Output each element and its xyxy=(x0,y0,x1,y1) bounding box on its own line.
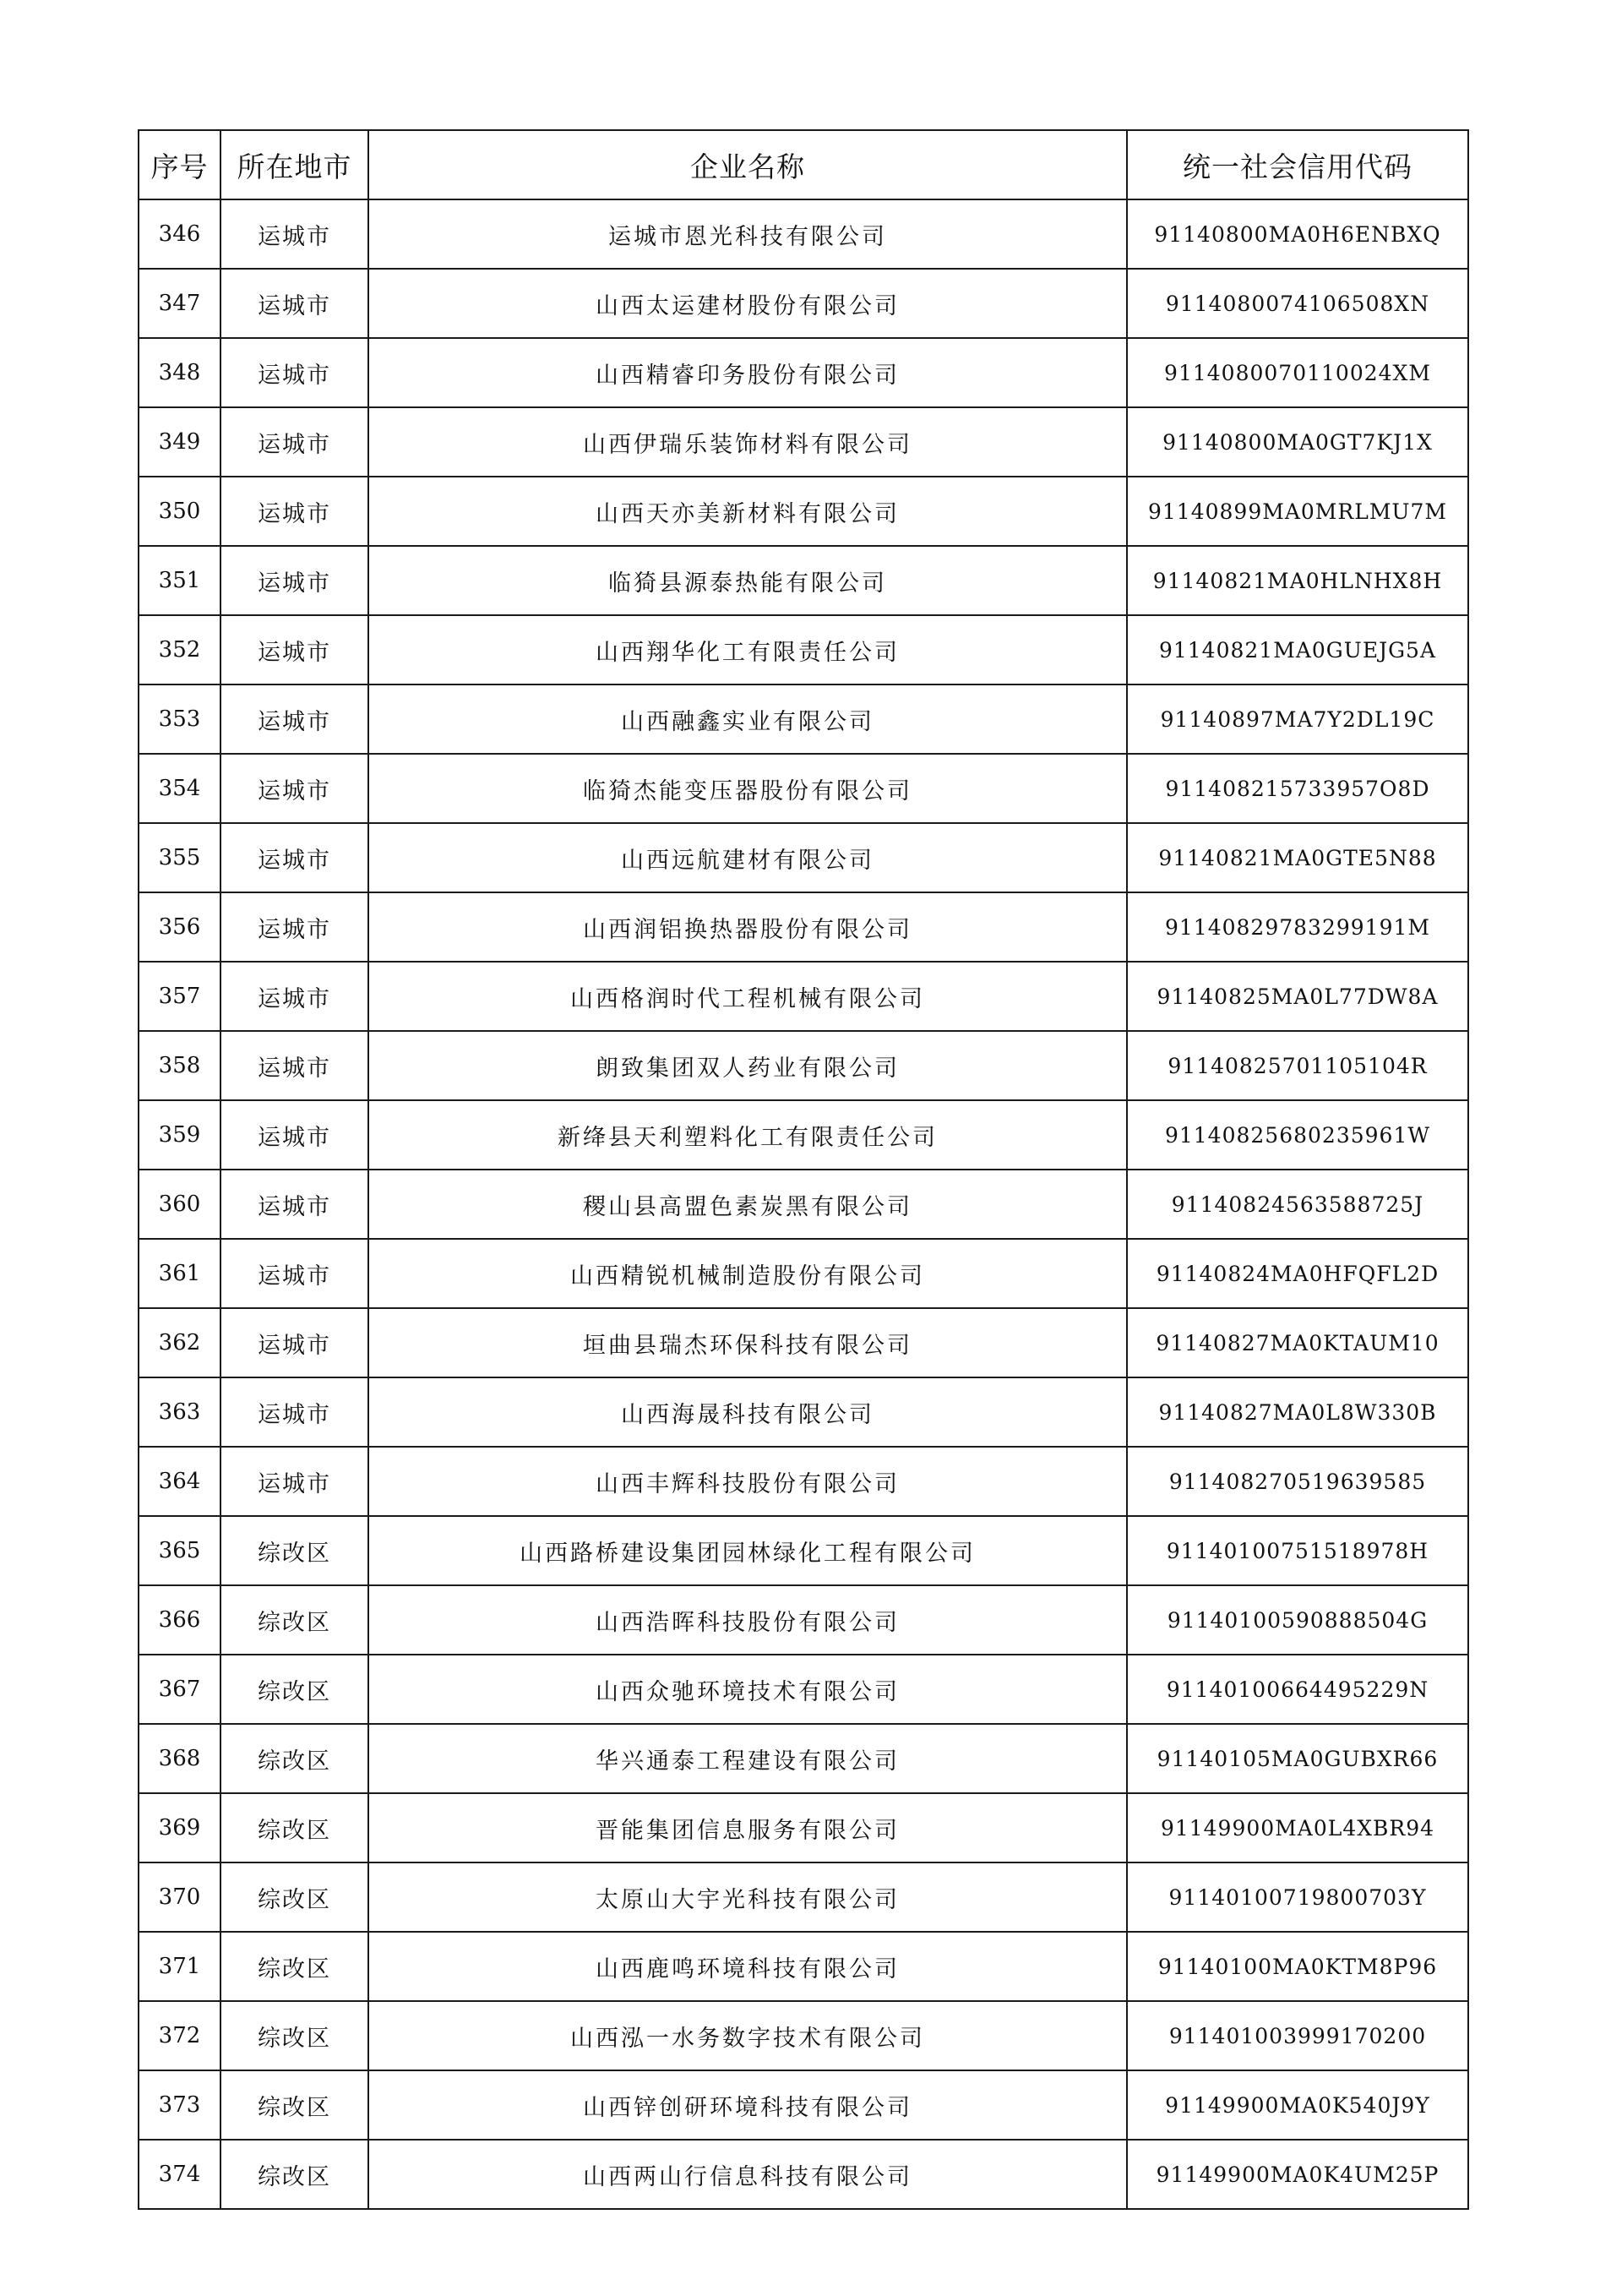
cell-seq: 374 xyxy=(139,2140,220,2209)
cell-city: 运城市 xyxy=(220,823,368,892)
cell-credit-code: 911408215733957O8D xyxy=(1127,754,1468,823)
cell-city: 综改区 xyxy=(220,1862,368,1932)
cell-credit-code: 91140821MA0GUEJG5A xyxy=(1127,615,1468,684)
cell-company-name: 山西两山行信息科技有限公司 xyxy=(368,2140,1127,2209)
cell-seq: 365 xyxy=(139,1516,220,1585)
cell-seq: 346 xyxy=(139,199,220,269)
cell-credit-code: 9114080070110024XM xyxy=(1127,338,1468,407)
cell-city: 运城市 xyxy=(220,1170,368,1239)
cell-company-name: 新绛县天利塑料化工有限责任公司 xyxy=(368,1100,1127,1170)
cell-company-name: 稷山县高盟色素炭黑有限公司 xyxy=(368,1170,1127,1239)
cell-seq: 347 xyxy=(139,269,220,338)
cell-city: 运城市 xyxy=(220,1031,368,1100)
cell-city: 运城市 xyxy=(220,962,368,1031)
cell-city: 运城市 xyxy=(220,754,368,823)
cell-seq: 357 xyxy=(139,962,220,1031)
cell-seq: 359 xyxy=(139,1100,220,1170)
cell-seq: 372 xyxy=(139,2001,220,2070)
cell-city: 综改区 xyxy=(220,1655,368,1724)
cell-city: 运城市 xyxy=(220,1100,368,1170)
header-row xyxy=(139,130,1468,199)
cell-seq: 366 xyxy=(139,1585,220,1655)
cell-company-name: 临猗县源泰热能有限公司 xyxy=(368,546,1127,615)
cell-company-name: 山西伊瑞乐装饰材料有限公司 xyxy=(368,407,1127,477)
table-row xyxy=(139,615,1468,684)
cell-credit-code: 91140100MA0KTM8P96 xyxy=(1127,1932,1468,2001)
cell-city: 运城市 xyxy=(220,269,368,338)
table-row xyxy=(139,2140,1468,2209)
cell-credit-code: 9114080074106508XN xyxy=(1127,269,1468,338)
table-row xyxy=(139,477,1468,546)
cell-seq: 360 xyxy=(139,1170,220,1239)
cell-credit-code: 91149900MA0K4UM25P xyxy=(1127,2140,1468,2209)
cell-company-name: 太原山大宇光科技有限公司 xyxy=(368,1862,1127,1932)
cell-seq: 355 xyxy=(139,823,220,892)
cell-company-name: 朗致集团双人药业有限公司 xyxy=(368,1031,1127,1100)
table-row xyxy=(139,962,1468,1031)
cell-city: 运城市 xyxy=(220,684,368,754)
cell-seq: 364 xyxy=(139,1447,220,1516)
cell-credit-code: 91149900MA0L4XBR94 xyxy=(1127,1793,1468,1862)
table-row xyxy=(139,684,1468,754)
table-row xyxy=(139,1862,1468,1932)
cell-credit-code: 91149900MA0K540J9Y xyxy=(1127,2070,1468,2140)
table-row xyxy=(139,338,1468,407)
cell-company-name: 运城市恩光科技有限公司 xyxy=(368,199,1127,269)
cell-company-name: 山西众驰环境技术有限公司 xyxy=(368,1655,1127,1724)
cell-company-name: 山西太运建材股份有限公司 xyxy=(368,269,1127,338)
cell-company-name: 山西精睿印务股份有限公司 xyxy=(368,338,1127,407)
cell-company-name: 山西精锐机械制造股份有限公司 xyxy=(368,1239,1127,1308)
cell-city: 运城市 xyxy=(220,477,368,546)
cell-city: 运城市 xyxy=(220,546,368,615)
cell-seq: 370 xyxy=(139,1862,220,1932)
cell-company-name: 山西格润时代工程机械有限公司 xyxy=(368,962,1127,1031)
cell-company-name: 山西泓一水务数字技术有限公司 xyxy=(368,2001,1127,2070)
cell-seq: 358 xyxy=(139,1031,220,1100)
table-row xyxy=(139,546,1468,615)
cell-credit-code: 91140800MA0H6ENBXQ xyxy=(1127,199,1468,269)
table-row xyxy=(139,1516,1468,1585)
cell-credit-code: 91140825680235961W xyxy=(1127,1100,1468,1170)
cell-seq: 368 xyxy=(139,1724,220,1793)
cell-company-name: 晋能集团信息服务有限公司 xyxy=(368,1793,1127,1862)
cell-company-name: 临猗杰能变压器股份有限公司 xyxy=(368,754,1127,823)
cell-city: 综改区 xyxy=(220,1724,368,1793)
cell-credit-code: 91140100751518978H xyxy=(1127,1516,1468,1585)
cell-credit-code: 911401003999170200 xyxy=(1127,2001,1468,2070)
table-row xyxy=(139,2070,1468,2140)
cell-seq: 353 xyxy=(139,684,220,754)
cell-credit-code: 91140100664495229N xyxy=(1127,1655,1468,1724)
table-row xyxy=(139,1031,1468,1100)
cell-company-name: 山西远航建材有限公司 xyxy=(368,823,1127,892)
cell-seq: 352 xyxy=(139,615,220,684)
cell-company-name: 山西路桥建设集团园林绿化工程有限公司 xyxy=(368,1516,1127,1585)
cell-seq: 348 xyxy=(139,338,220,407)
cell-credit-code: 91140821MA0GTE5N88 xyxy=(1127,823,1468,892)
header-credit-code: 统一社会信用代码 xyxy=(1127,130,1468,199)
cell-credit-code: 91140827MA0KTAUM10 xyxy=(1127,1308,1468,1377)
cell-city: 运城市 xyxy=(220,1447,368,1516)
cell-seq: 349 xyxy=(139,407,220,477)
table-body xyxy=(139,199,1468,2209)
cell-city: 综改区 xyxy=(220,1585,368,1655)
cell-city: 运城市 xyxy=(220,1377,368,1447)
table-row xyxy=(139,823,1468,892)
cell-credit-code: 911408270519639585 xyxy=(1127,1447,1468,1516)
cell-company-name: 山西海晟科技有限公司 xyxy=(368,1377,1127,1447)
cell-seq: 369 xyxy=(139,1793,220,1862)
cell-seq: 351 xyxy=(139,546,220,615)
cell-seq: 373 xyxy=(139,2070,220,2140)
cell-credit-code: 91140897MA7Y2DL19C xyxy=(1127,684,1468,754)
cell-credit-code: 91140821MA0HLNHX8H xyxy=(1127,546,1468,615)
table-row xyxy=(139,1239,1468,1308)
cell-seq: 367 xyxy=(139,1655,220,1724)
cell-city: 运城市 xyxy=(220,199,368,269)
cell-city: 综改区 xyxy=(220,2140,368,2209)
cell-city: 运城市 xyxy=(220,1239,368,1308)
cell-credit-code: 91140825MA0L77DW8A xyxy=(1127,962,1468,1031)
cell-credit-code: 91140100590888504G xyxy=(1127,1585,1468,1655)
cell-city: 运城市 xyxy=(220,407,368,477)
table-row xyxy=(139,754,1468,823)
table-header xyxy=(139,130,1468,199)
cell-company-name: 山西锌创研环境科技有限公司 xyxy=(368,2070,1127,2140)
cell-company-name: 山西天亦美新材料有限公司 xyxy=(368,477,1127,546)
cell-credit-code: 91140827MA0L8W330B xyxy=(1127,1377,1468,1447)
cell-city: 运城市 xyxy=(220,615,368,684)
cell-city: 综改区 xyxy=(220,1793,368,1862)
cell-seq: 361 xyxy=(139,1239,220,1308)
cell-city: 综改区 xyxy=(220,2070,368,2140)
cell-city: 综改区 xyxy=(220,2001,368,2070)
table-row xyxy=(139,1447,1468,1516)
cell-credit-code: 91140829783299191M xyxy=(1127,892,1468,962)
table-row xyxy=(139,1308,1468,1377)
enterprise-list-table xyxy=(138,129,1469,2210)
table-row xyxy=(139,1793,1468,1862)
cell-seq: 356 xyxy=(139,892,220,962)
cell-city: 运城市 xyxy=(220,1308,368,1377)
cell-company-name: 垣曲县瑞杰环保科技有限公司 xyxy=(368,1308,1127,1377)
cell-credit-code: 91140899MA0MRLMU7M xyxy=(1127,477,1468,546)
cell-seq: 363 xyxy=(139,1377,220,1447)
header-seq: 序号 xyxy=(139,130,220,199)
table-row xyxy=(139,1585,1468,1655)
cell-company-name: 山西融鑫实业有限公司 xyxy=(368,684,1127,754)
table-row xyxy=(139,1377,1468,1447)
cell-city: 综改区 xyxy=(220,1516,368,1585)
table-row xyxy=(139,407,1468,477)
cell-company-name: 山西鹿鸣环境科技有限公司 xyxy=(368,1932,1127,2001)
table-row xyxy=(139,199,1468,269)
table-row xyxy=(139,1932,1468,2001)
cell-credit-code: 91140825701105104R xyxy=(1127,1031,1468,1100)
cell-city: 综改区 xyxy=(220,1932,368,2001)
cell-company-name: 山西翔华化工有限责任公司 xyxy=(368,615,1127,684)
cell-credit-code: 91140824MA0HFQFL2D xyxy=(1127,1239,1468,1308)
cell-company-name: 山西浩晖科技股份有限公司 xyxy=(368,1585,1127,1655)
cell-credit-code: 91140800MA0GT7KJ1X xyxy=(1127,407,1468,477)
cell-company-name: 山西润铝换热器股份有限公司 xyxy=(368,892,1127,962)
table-row xyxy=(139,269,1468,338)
table-row xyxy=(139,1100,1468,1170)
header-city: 所在地市 xyxy=(220,130,368,199)
cell-credit-code: 91140105MA0GUBXR66 xyxy=(1127,1724,1468,1793)
cell-company-name: 山西丰辉科技股份有限公司 xyxy=(368,1447,1127,1516)
cell-seq: 371 xyxy=(139,1932,220,2001)
cell-seq: 350 xyxy=(139,477,220,546)
cell-seq: 362 xyxy=(139,1308,220,1377)
header-company-name: 企业名称 xyxy=(368,130,1127,199)
cell-city: 运城市 xyxy=(220,892,368,962)
cell-seq: 354 xyxy=(139,754,220,823)
cell-city: 运城市 xyxy=(220,338,368,407)
table-row xyxy=(139,1655,1468,1724)
table-row xyxy=(139,1170,1468,1239)
cell-credit-code: 91140100719800703Y xyxy=(1127,1862,1468,1932)
cell-company-name: 华兴通泰工程建设有限公司 xyxy=(368,1724,1127,1793)
cell-credit-code: 91140824563588725J xyxy=(1127,1170,1468,1239)
table-row xyxy=(139,892,1468,962)
table-row xyxy=(139,1724,1468,1793)
table-row xyxy=(139,2001,1468,2070)
